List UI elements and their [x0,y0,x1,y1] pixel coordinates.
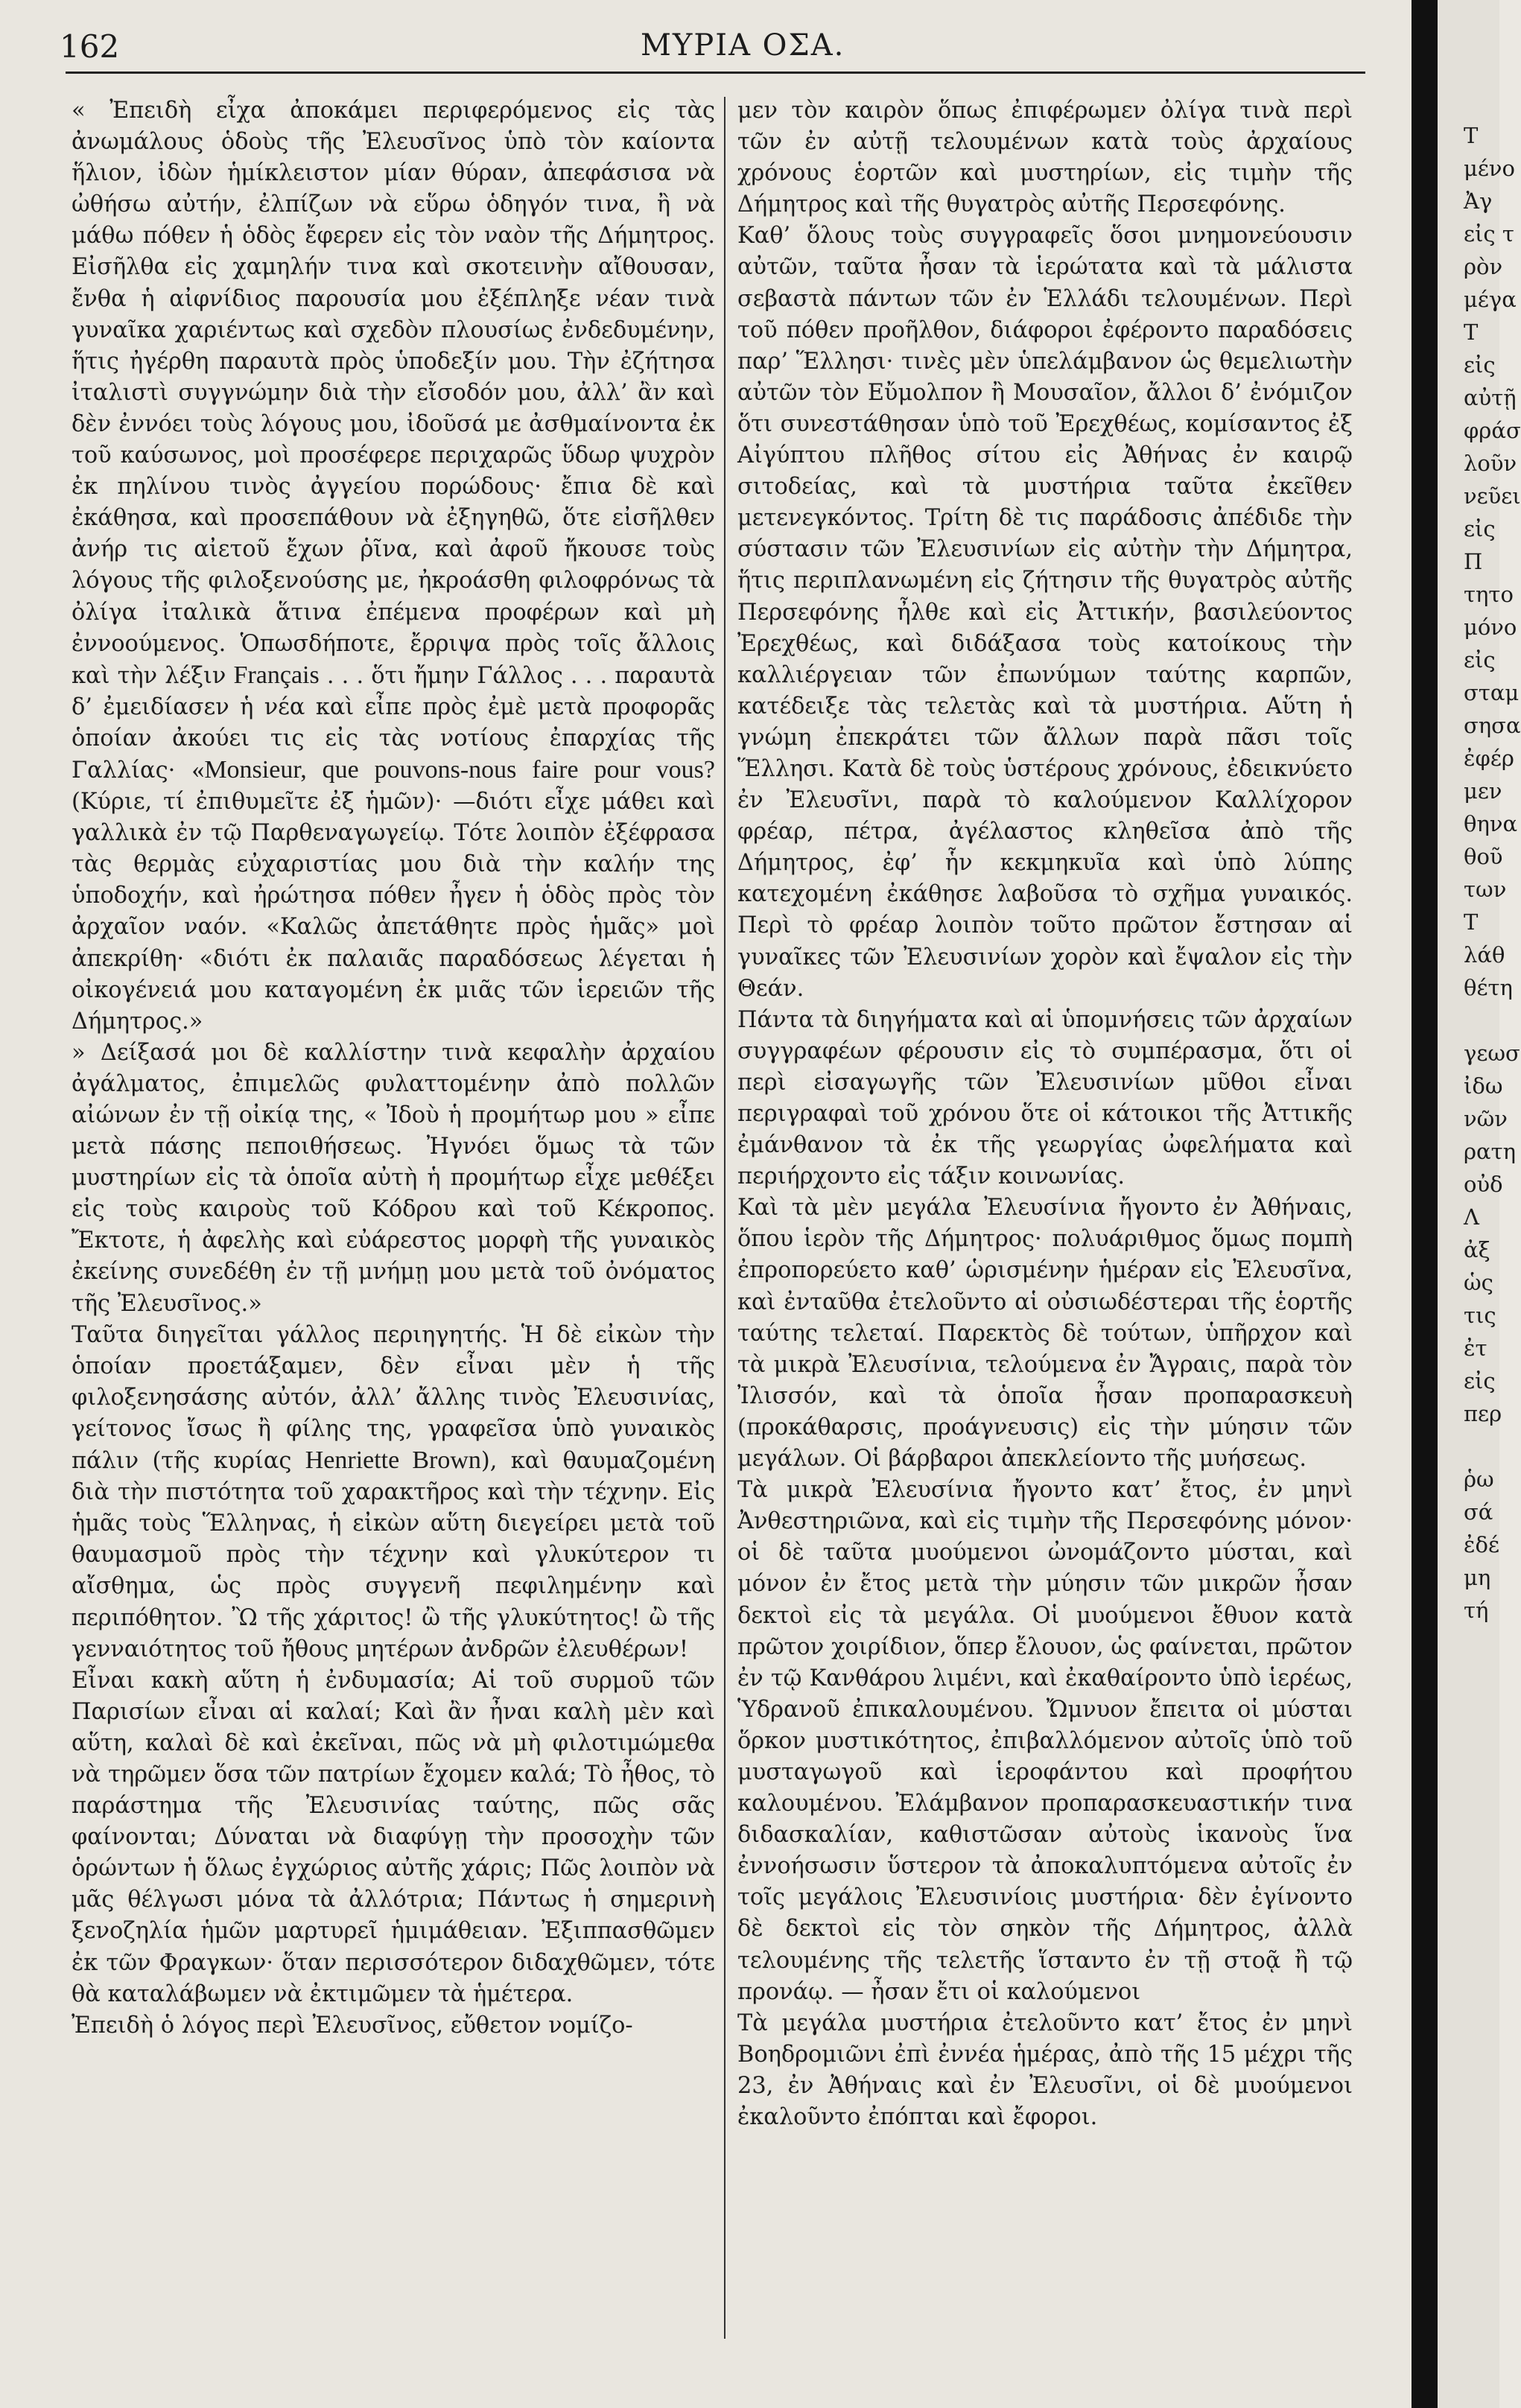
paragraph [72,1320,715,1665]
paragraph: Εἶναι κακὴ αὕτη ἡ ἐνδυμασία; Αἱ τοῦ συρμοῦ τῶν Παρισίων εἶναι αἱ καλαί; Καὶ ἂν ἦναι καλὴ μὲν καὶ αὕτη, καλαὶ δὲ καὶ ἐκεῖναι, πῶς νὰ μὴ φιλοτιμώμεθα νὰ τηρῶμεν ὅσα τῶν πατρίων ἔχομεν καλά; Τὸ ἦθος, τὸ παράστημα τῆς Ἐλευσινίας ταύτης, πῶς σᾶς φαίνονται; Δύναται νὰ διαφύγῃ τὴν προσοχὴν τῶν ὁρώντων ἡ ὅλως ἐγχώριος αὐτῆς χάρις; Πῶς λοιπὸν νὰ μᾶς θέλγωσι μόνα τὰ ἀλλότρια; Πάντως ἡ σημερινὴ ξενοζηλία ἡμῶν μαρτυρεῖ ἡμιμάθειαν. Ἐξιππασθῶμεν ἐκ τῶν Φραγκων· ὅταν περισσότερον διδαχθῶμεν, τότε θὰ καταλάβωμεν νὰ ἐκτιμῶμεν τὰ ἡμέτερα. [72,1667,715,2007]
paragraph: Πάντα τὰ διηγήματα καὶ αἱ ὑπομνήσεις τῶν ἀρχαίων συγγραφέων φέρουσιν εἰς τὸ συμπέρασμα, ὅτι οἱ περὶ εἰσαγωγῆς τῶν Ἐλευσινίων μῦθοι εἶναι περιγραφαὶ τοῦ χρόνου ὅτε οἱ κάτοικοι τῆς Ἀττικῆς ἐμάνθανον τὰ ἐκ τῆς γεωργίας ὠφελήματα καὶ περιήρχοντο εἰς τάξιν κοινωνίας. [737,1006,1353,1190]
paragraph-text: . . . ὅτι ἤμην Γάλλος . . . παραυτὰ δ’ ἐμειδίασεν ἡ νέα καὶ εἶπε πρὸς ἐμὲ μετὰ προφορᾶς ὁποίαν ἀκούει τις εἰς τὰς νοτίους ἐπαρχίας τῆς Γαλλίας· [72,662,715,784]
paragraph [72,95,715,1038]
right-column [737,95,1353,2133]
french-quote: «Monsieur, que pouvons-nous faire pour vous? [191,755,715,784]
page-number: 162 [60,28,120,65]
running-title: ΜΥΡΙΑ ΟΣΑ. [641,28,845,63]
header-rule [66,72,1365,74]
paragraph-text: (Κύριε, τί ἐπιθυμεῖτε ἐξ ἡμῶν)· —διότι εἶχε μάθει καὶ γαλλικὰ ἐν τῷ Παρθεναγωγείῳ. Τότε λοιπὸν ἐξέφρασα τὰς θερμὰς εὐχαριστίας μου διὰ τὴν καλήν της ὑποδοχήν, καὶ ἠρώτησα πόθεν ἦγεν ἡ ὁδὸς πρὸς τὸν ἀρχαῖον ναόν. «Καλῶς ἀπετάθητε πρὸς ἡμᾶς» μοὶ ἀπεκρίθη· «διότι ἐκ παλαιᾶς παραδόσεως λέγεται ἡ οἰκογένειά μου καταγομένη ἐκ μιᾶς τῶν ἱερειῶν τῆς Δήμητρος.» [72,789,715,1035]
page-header [60,28,1356,73]
adjacent-page-text: Τ μένο Ἀγ εἰς τ ρὸν μέγα Τ εἰς αὐτῇ φράσ λοῦν νεῦει εἰς Π τητο μόνο εἰς σταμ σησα ἐφέρ μεν θηνα θοῦ των Τ λάθ θέτη γεωσ ἰδω νῶν ρατη οὐδ Λ ἀξ ὡς τις ἐτ εἰς περ ῥω σά ἐδέ μη τή [1464,123,1521,1623]
paragraph-text: ), καὶ θαυμαζομένη διὰ τὴν πιστότητα τοῦ χαρακτῆρος καὶ τὴν τέχνην. Εἰς ἡμᾶς τοὺς Ἕλληνας, ἡ εἰκὼν αὕτη διεγείρει μετὰ τοῦ θαυμασμοῦ πρὸς τὴν τέχνην καὶ γλυκύτερον τι αἴσθημα, ὡς πρὸς συγγενῆ πεφιλημένην καὶ περιπόθητον. Ὢ τῆς χάριτος! ὢ τῆς γλυκύτητος! ὢ τῆς γενναιότητος τοῦ ἤθους μητέρων ἀνδρῶν ἐλευθέρων! [72,1448,715,1662]
column-divider [724,97,725,2339]
paragraph: » Δείξασά μοι δὲ καλλίστην τινὰ κεφαλὴν ἀρχαίου ἀγάλματος, ἐπιμελῶς φυλαττομένην ἀπὸ πολλῶν αἰώνων ἐν τῇ οἰκίᾳ της, « Ἰδοὺ ἡ προμήτωρ μου » εἶπε μετὰ πάσης πεποιθήσεως. Ἠγνόει ὅμως τὰ τῶν μυστηρίων εἰς τὰ ὁποῖα αὐτὴ ἡ προμήτωρ εἶχε μεθέξει εἰς τοὺς καιροὺς τοῦ Κόδρου καὶ τοῦ Κέκροπος. Ἔκτοτε, ἡ ἀφελὴς καὶ εὐάρεστος μορφὴ τῆς γυναικὸς ἐκείνης συνεδέθη ἐν τῇ μνήμῃ μου μετὰ τοῦ ὀνόματος τῆς Ἐλευσῖνος.» [72,1039,715,1317]
left-column [72,95,715,2042]
paragraph: Καθ’ ὅλους τοὺς συγγραφεῖς ὅσοι μνημονεύουσιν αὐτῶν, ταῦτα ἦσαν τὰ ἱερώτατα καὶ τὰ μάλιστα σεβαστὰ πάντων τῶν ἐν Ἑλλάδι τελουμένων. Περὶ τοῦ πόθεν προῆλθον, διάφοροι ἐφέροντο παραδόσεις παρ’ Ἕλλησι· τινὲς μὲν ὑπελάμβανον ὡς θεμελιωτὴν αὐτῶν τὸν Εὔμολπον ἢ Μουσαῖον, ἄλλοι δ’ ἐνόμιζον ὅτι συνεστάθησαν ὑπὸ τοῦ Ἐρεχθέως, κομίσαντος ἐξ Αἰγύπτου πλῆθος σίτου εἰς Ἀθήνας ἐν καιρῷ σιτοδείας, καὶ τὰ μυστήρια ταῦτα ἐκεῖθεν μετενεγκόντος. Τρίτη δὲ τις παράδοσις ἀπέδιδε τὴν σύστασιν τῶν Ἐλευσινίων εἰς αὐτὴν τὴν Δήμητρα, ἥτις περιπλανωμένη εἰς ζήτησιν τῆς θυγατρὸς αὐτῆς Περσεφόνης ἦλθε καὶ εἰς Ἀττικήν, βασιλεύοντος Ἐρεχθέως, καὶ διδάξασα τοὺς κατοίκους τὴν καλλιέργειαν τῶν ἐπωνύμων ταύτης καρπῶν, κατέδειξε τὰς τελετὰς καὶ τὰ μυστήρια. Αὕτη ἡ γνώμη ἐπεκράτει τῶν ἄλλων παρὰ πᾶσι τοῖς Ἕλλησι. Κατὰ δὲ τοὺς ὑστέρους χρόνους, ἐδεικνύετο ἐν Ἐλευσῖνι, παρὰ τὸ καλούμενον Καλλίχορον φρέαρ, πέτρα, ἀγέλαστος κληθεῖσα ἀπὸ τῆς Δήμητρος, ἐφ’ ἧν κεκμηκυῖα καὶ ὑπὸ λύπης κατεχομένη ἐκάθησε λαβοῦσα τὸ σχῆμα γυναικός. Περὶ τὸ φρέαρ λοιπὸν τοῦτο πρῶτον ἔστησαν αἱ γυναῖκες τῶν Ἐλευσινίων χορὸν καὶ ἔψαλον εἰς τὴν Θεάν. [737,223,1353,1002]
paragraph: Τὰ μικρὰ Ἐλευσίνια ἤγοντο κατ’ ἔτος, ἐν μηνὶ Ἀνθεστηριῶνα, καὶ εἰς τιμὴν τῆς Περσεφόνης μόνον· οἱ δὲ ταῦτα μυούμενοι ὠνομάζοντο μύσται, καὶ μόνον ἐν ἔτος μετὰ τὴν μύησιν τῶν μικρῶν ἦσαν δεκτοὶ εἰς τὰ μεγάλα. Οἱ μυούμενοι ἔθυον κατὰ πρῶτον χοιρίδιον, ὅπερ ἔλουον, ὡς φαίνεται, πρῶτον ἐν τῷ Κανθάρου λιμένι, καὶ ἐκαθαίροντο ὑπὸ ἱερέως, Ὑδρανοῦ ἐπικαλουμένου. Ὤμνυον ἔπειτα οἱ μύσται ὅρκον μυστικότητος, ἐπιβαλλόμενον αὐτοῖς ὑπὸ τοῦ μυσταγωγοῦ καὶ ἱεροφάντου καὶ προφήτου καλουμένου. Ἐλάμβανον προπαρασκευαστικήν τινα διδασκαλίαν, καθιστῶσαν αὐτοὺς ἱκανοὺς ἵνα ἐννοήσωσιν ὕστερον τὰ ἀποκαλυπτόμενα αὐτοῖς ἐν τοῖς μεγάλοις Ἐλευσινίοις μυστήρια· δὲν ἐγίνοντο δὲ δεκτοὶ εἰς τὸν σηκὸν τῆς Δήμητρος, ἀλλὰ τελουμένης τῆς τελετῆς ἵσταντο ἐν τῇ στοᾷ ἢ τῷ προνάῳ. — ἦσαν ἔτι οἱ καλούμενοι [737,1477,1353,2005]
latin-word: Français [233,661,320,689]
paragraph: μεν τὸν καιρὸν ὅπως ἐπιφέρωμεν ὀλίγα τινὰ περὶ τῶν ἐν αὐτῇ τελουμένων κατὰ τοὺς ἀρχαίους χρόνους ἑορτῶν καὶ μυστηρίων, εἰς τιμὴν τῆς Δήμητρος καὶ τῆς θυγατρὸς αὐτῆς Περσεφόνης. [737,98,1353,218]
latin-name: Henriette Brown [305,1446,481,1475]
paragraph: Ἐπειδὴ ὁ λόγος περὶ Ἐλευσῖνος, εὔθετον νομίζο- [72,2012,633,2039]
paragraph-text: Ταῦτα διηγεῖται γάλλος περιηγητής. Ἡ δὲ εἰκὼν τὴν ὁποίαν προετάξαμεν, δὲν εἶναι μὲν ἡ τῆς φιλοξενησάσης αὐτόν, ἀλλ’ ἄλλης τινὸς Ἐλευσινίας, γείτονος ἴσως ἢ φίλης της, γραφεῖσα ὑπὸ γυναικὸς πάλιν (τῆς κυρίας [72,1321,715,1475]
paragraph-text: « Ἐπειδὴ εἶχα ἀποκάμει περιφερόμενος εἰς τὰς ἀνωμάλους ὁδοὺς τῆς Ἐλευσῖνος ὑπὸ τὸν καίοντα ἥλιον, ἰδὼν ἡμίκλειστον μίαν θύραν, ἀπεφάσισα νὰ ὠθήσω αὐτήν, ἐλπίζων νὰ εὕρω ὁδηγόν τινα, ἢ νὰ μάθω πόθεν ἡ ὁδὸς ἔφερεν εἰς τὸν ναὸν τῆς Δήμητρος. Εἰσῆλθα εἰς χαμηλήν τινα καὶ σκοτεινὴν αἴθουσαν, ἔνθα ἡ αἰφνίδιος παρουσία μου ἐξέπληξε νέαν τινὰ γυναῖκα χαριέντως καὶ σχεδὸν πλουσίως ἐνδεδυμένην, ἥτις ἠγέρθη παραυτὰ πρὸς ὑποδεξίν μου. Τὴν ἐζήτησα ἰταλιστὶ συγγνώμην διὰ τὴν εἴσοδόν μου, ἀλλ’ ἂν καὶ δὲν ἐννόει τοὺς λόγους μου, ἰδοῦσά με ἀσθμαίνοντα ἐκ τοῦ καύσωνος, μοὶ προσέφερε περιχαρῶς ὕδωρ ψυχρὸν ἐκ πηλίνου τινὸς ἀγγείου πορώδους· ἔπια δὲ καὶ ἐκάθησα, καὶ προσεπάθουν νὰ ἐξηγηθῶ, ὅτε εἰσῆλθεν ἀνήρ τις αἰετοῦ ἔχων ῥῖνα, καὶ ἀφοῦ ἤκουσε τοὺς λόγους τῆς φιλοξενούσης με, ἠκροάσθη φιλοφρόνως τὰ ὀλίγα ἰταλικὰ ἅτινα ἐπέμενα προφέρων καὶ μὴ ἐννοούμενος. Ὁπωσδήποτε, ἔρριψα πρὸς τοῖς ἄλλοις καὶ τὴν λέξιν [72,98,715,689]
paragraph: Τὰ μεγάλα μυστήρια ἐτελοῦντο κατ’ ἔτος ἐν μηνὶ Βοηδρομιῶνι ἐπὶ ἐννέα ἡμέρας, ἀπὸ τῆς 15 μέχρι τῆς 23, ἐν Ἀθήναις καὶ ἐν Ἐλευσῖνι, οἱ δὲ μυούμενοι ἐκαλοῦντο ἐπόπται καὶ ἔφοροι. [737,2010,1353,2130]
paragraph: Καὶ τὰ μὲν μεγάλα Ἐλευσίνια ἤγοντο ἐν Ἀθήναις, ὅπου ἱερὸν τῆς Δήμητρος· πολυάριθμος ὅμως πομπὴ ἐπροπορεύετο καθ’ ὡρισμένην ἡμέραν εἰς Ἐλευσῖνα, καὶ ἐνταῦθα ἐτελοῦντο αἱ οὐσιωδέστεραι τῆς ἑορτῆς ταύτης τελεταί. Παρεκτὸς δὲ τούτων, ὑπῆρχον καὶ τὰ μικρὰ Ἐλευσίνια, τελούμενα ἐν Ἄγραις, παρὰ τὸν Ἰλισσόν, καὶ τὰ ὁποῖα ἦσαν προπαρασκευὴ (προκάθαρσις, προάγνευσις) εἰς τὴν μύησιν τῶν μεγάλων. Οἱ βάρβαροι ἀπεκλείοντο τῆς μυήσεως. [737,1195,1353,1473]
